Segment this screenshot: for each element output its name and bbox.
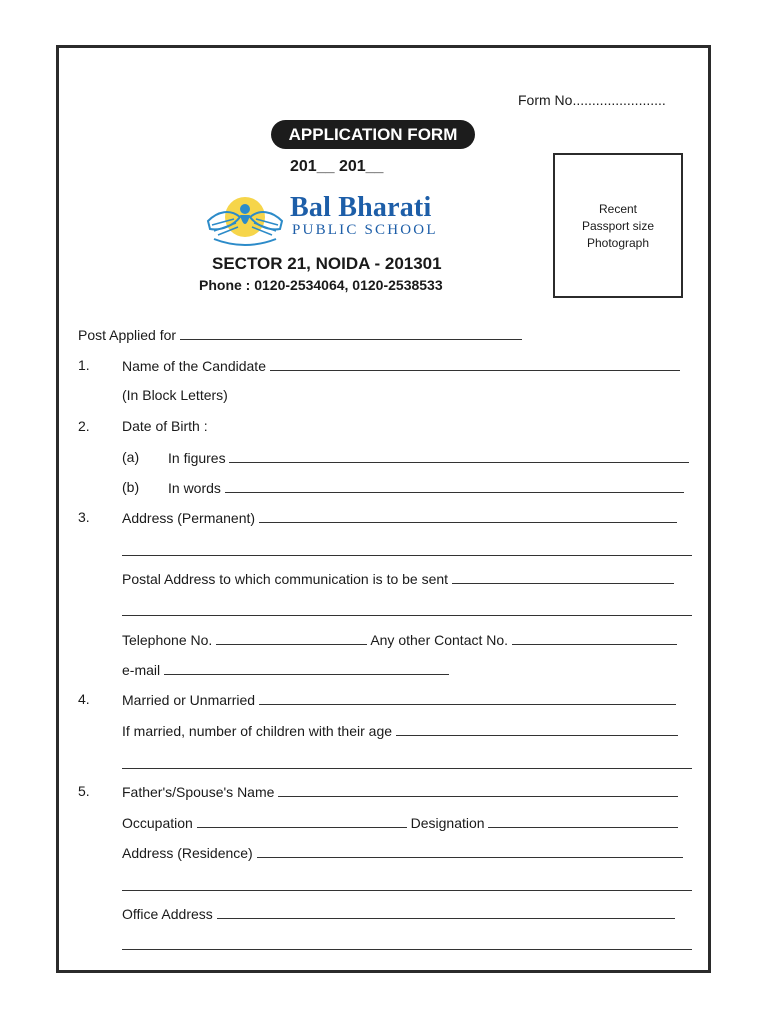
address-res-row xyxy=(122,844,683,861)
post-applied-field[interactable] xyxy=(180,326,522,340)
office-address-line-2[interactable] xyxy=(122,948,692,950)
telephone-row xyxy=(122,631,677,648)
photo-line-1: Recent xyxy=(598,202,638,216)
father-spouse-field[interactable] xyxy=(278,783,678,797)
dob-words-field[interactable] xyxy=(225,479,684,493)
other-contact-field[interactable] xyxy=(512,631,677,645)
email-field[interactable] xyxy=(164,661,449,675)
school-name: Bal Bharati xyxy=(290,192,432,223)
name-field[interactable] xyxy=(270,357,680,371)
dob-b-marker: (b) xyxy=(122,479,140,495)
dob-words-row xyxy=(168,479,684,496)
form-number: Form No........................ xyxy=(518,92,666,108)
school-subtitle: PUBLIC SCHOOL xyxy=(292,222,438,238)
form-title: APPLICATION FORM xyxy=(288,124,458,144)
address-perm-label: Address (Permanent) xyxy=(122,510,256,526)
email-row xyxy=(122,661,449,678)
dob-a-marker: (a) xyxy=(122,449,140,465)
dob-label: Date of Birth : xyxy=(122,418,208,434)
office-address-label: Office Address xyxy=(122,906,213,922)
other-contact-label: Any other Contact No. xyxy=(370,632,509,648)
email-label: e-mail xyxy=(122,662,161,678)
photo-line-2: Passport size xyxy=(581,219,655,233)
school-phone: Phone : 0120-2534064, 0120-2538533 xyxy=(199,277,443,293)
dob-figures-label: In figures xyxy=(168,450,226,466)
name-row xyxy=(122,357,680,374)
academic-years: 201__ 201__ xyxy=(290,158,384,175)
occupation-label: Occupation xyxy=(122,815,193,831)
postal-address-label: Postal Address to which communication is to be sent xyxy=(122,571,449,587)
married-row xyxy=(122,691,676,708)
address-res-line-2[interactable] xyxy=(122,889,692,891)
designation-field[interactable] xyxy=(488,814,678,828)
photo-placeholder xyxy=(553,153,683,298)
item-number-4: 4. xyxy=(78,691,90,707)
children-line-2[interactable] xyxy=(122,767,692,769)
address-perm-row xyxy=(122,509,677,526)
block-letters-note: (In Block Letters) xyxy=(122,387,228,403)
designation-label: Designation xyxy=(410,815,485,831)
school-address: SECTOR 21, NOIDA - 201301 xyxy=(212,254,442,273)
item-number-3: 3. xyxy=(78,509,90,525)
dob-figures-field[interactable] xyxy=(229,449,689,463)
form-title-badge xyxy=(271,120,475,149)
children-label: If married, number of children with their age xyxy=(122,723,393,739)
married-label: Married or Unmarried xyxy=(122,692,256,708)
post-applied-row xyxy=(78,326,522,343)
office-address-row xyxy=(122,905,675,922)
post-applied-label: Post Applied for xyxy=(78,327,177,343)
item-number-2: 2. xyxy=(78,418,90,434)
father-spouse-label: Father's/Spouse's Name xyxy=(122,784,275,800)
postal-address-field[interactable] xyxy=(452,570,674,584)
postal-address-row xyxy=(122,570,674,587)
children-field[interactable] xyxy=(396,722,678,736)
children-row xyxy=(122,722,678,739)
postal-address-line-2[interactable] xyxy=(122,614,692,616)
school-logo-icon xyxy=(204,187,286,249)
name-label: Name of the Candidate xyxy=(122,358,266,374)
address-perm-field[interactable] xyxy=(259,509,677,523)
telephone-field[interactable] xyxy=(216,631,367,645)
office-address-field[interactable] xyxy=(217,905,675,919)
item-number-1: 1. xyxy=(78,357,90,373)
occupation-field[interactable] xyxy=(197,814,407,828)
dob-words-label: In words xyxy=(168,480,221,496)
father-spouse-row xyxy=(122,783,678,800)
address-perm-line-2[interactable] xyxy=(122,554,692,556)
item-number-5: 5. xyxy=(78,783,90,799)
address-res-label: Address (Residence) xyxy=(122,845,253,861)
married-field[interactable] xyxy=(259,691,676,705)
photo-line-3: Photograph xyxy=(586,236,650,250)
dob-figures-row xyxy=(168,449,689,466)
telephone-label: Telephone No. xyxy=(122,632,213,648)
occupation-row xyxy=(122,814,678,831)
address-res-field[interactable] xyxy=(257,844,683,858)
